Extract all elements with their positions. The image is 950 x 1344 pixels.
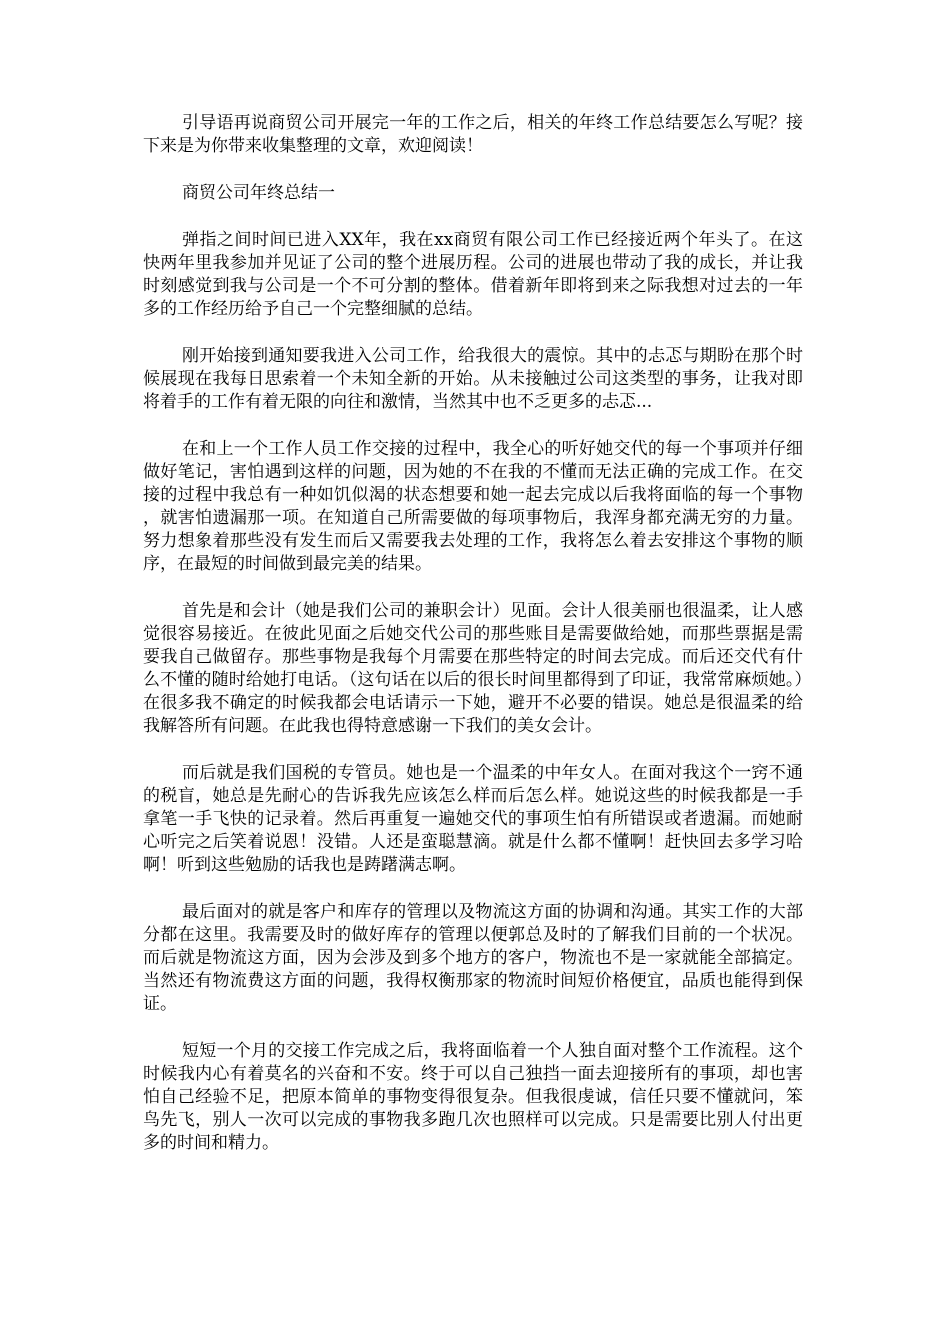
intro-paragraph: 引导语再说商贸公司开展完一年的工作之后，相关的年终工作总结要怎么写呢？接下来是为你带来收集整理的文章，欢迎阅读！ (143, 113, 803, 156)
body-paragraph: 在和上一个工作人员工作交接的过程中，我全心的听好她交代的每一个事项并仔细做好笔记，害怕遇到这样的问题，因为她的不在我的不懂而无法正确的完成工作。在交接的过程中我总有一种如饥似渴的状态想要和她一起去完成以后我将面临的每一个事物，就害怕遗漏那一项。在知道自己所需要做的每项事物后，我浑身都充满无穷的力量。努力想象着那些没有发生而后又需要我去处理的工作，我将怎么着去安排这个事物的顺序，在最短的时间做到最完美的结果。 (143, 439, 803, 574)
body-paragraph: 弹指之间时间已进入XX年，我在xx商贸有限公司工作已经接近两个年头了。在这快两年里我参加并见证了公司的整个进展历程。公司的进展也带动了我的成长，并让我时刻感觉到我与公司是一个不可分割的整体。借着新年即将到来之际我想对过去的一年多的工作经历给予自己一个完整细腻的总结。 (143, 230, 803, 319)
section-title: 商贸公司年终总结一 (182, 183, 335, 203)
body-paragraph: 而后就是我们国税的专管员。她也是一个温柔的中年女人。在面对我这个一窍不通的税盲，她总是先耐心的告诉我先应该怎么样而后怎么样。她说这些的时候我都是一手拿笔一手飞快的记录着。然后再重复一遍她交代的事项生怕有所错误或者遗漏。而她耐心听完之后笑着说恩！没错。人还是蛮聪慧滴。就是什么都不懂啊！赶快回去多学习哈啊！听到这些勉励的话我也是踌躇满志啊。 (143, 763, 803, 875)
document-body (143, 112, 803, 1179)
body-paragraph: 首先是和会计（她是我们公司的兼职会计）见面。会计人很美丽也很温柔，让人感觉很容易接近。在彼此见面之后她交代公司的那些账目是需要做给她，而那些票据是需要我自己做留存。那些事物是我每个月需要在那些特定的时间去完成。而后还交代有什么不懂的随时给她打电话。（这句话在以后的很长时间里都得到了印证，我常常麻烦她。）在很多我不确定的时候我都会电话请示一下她，避开不必要的错误。她总是很温柔的给我解答所有问题。在此我也得特意感谢一下我们的美女会计。 (143, 601, 803, 736)
body-paragraph: 短短一个月的交接工作完成之后，我将面临着一个人独自面对整个工作流程。这个时候我内心有着莫名的兴奋和不安。终于可以自己独挡一面去迎接所有的事项，却也害怕自己经验不足，把原本简单的事物变得很复杂。但我很虔诚，信任只要不懂就问，笨鸟先飞，别人一次可以完成的事物我多跑几次也照样可以完成。只是需要比别人付出更多的时间和精力。 (143, 1041, 803, 1153)
body-paragraph: 最后面对的就是客户和库存的管理以及物流这方面的协调和沟通。其实工作的大部分都在这里。我需要及时的做好库存的管理以便郭总及时的了解我们目前的一个状况。而后就是物流这方面，因为会涉及到多个地方的客户，物流也不是一家就能全部搞定。当然还有物流费这方面的问题，我得权衡那家的物流时间短价格便宜，品质也能得到保证。 (143, 902, 803, 1014)
body-paragraph: 刚开始接到通知要我进入公司工作，给我很大的震惊。其中的忐忑与期盼在那个时候展现在我每日思索着一个未知全新的开始。从未接触过公司这类型的事务，让我对即将着手的工作有着无限的向往和激情，当然其中也不乏更多的忐忑... (143, 346, 803, 412)
